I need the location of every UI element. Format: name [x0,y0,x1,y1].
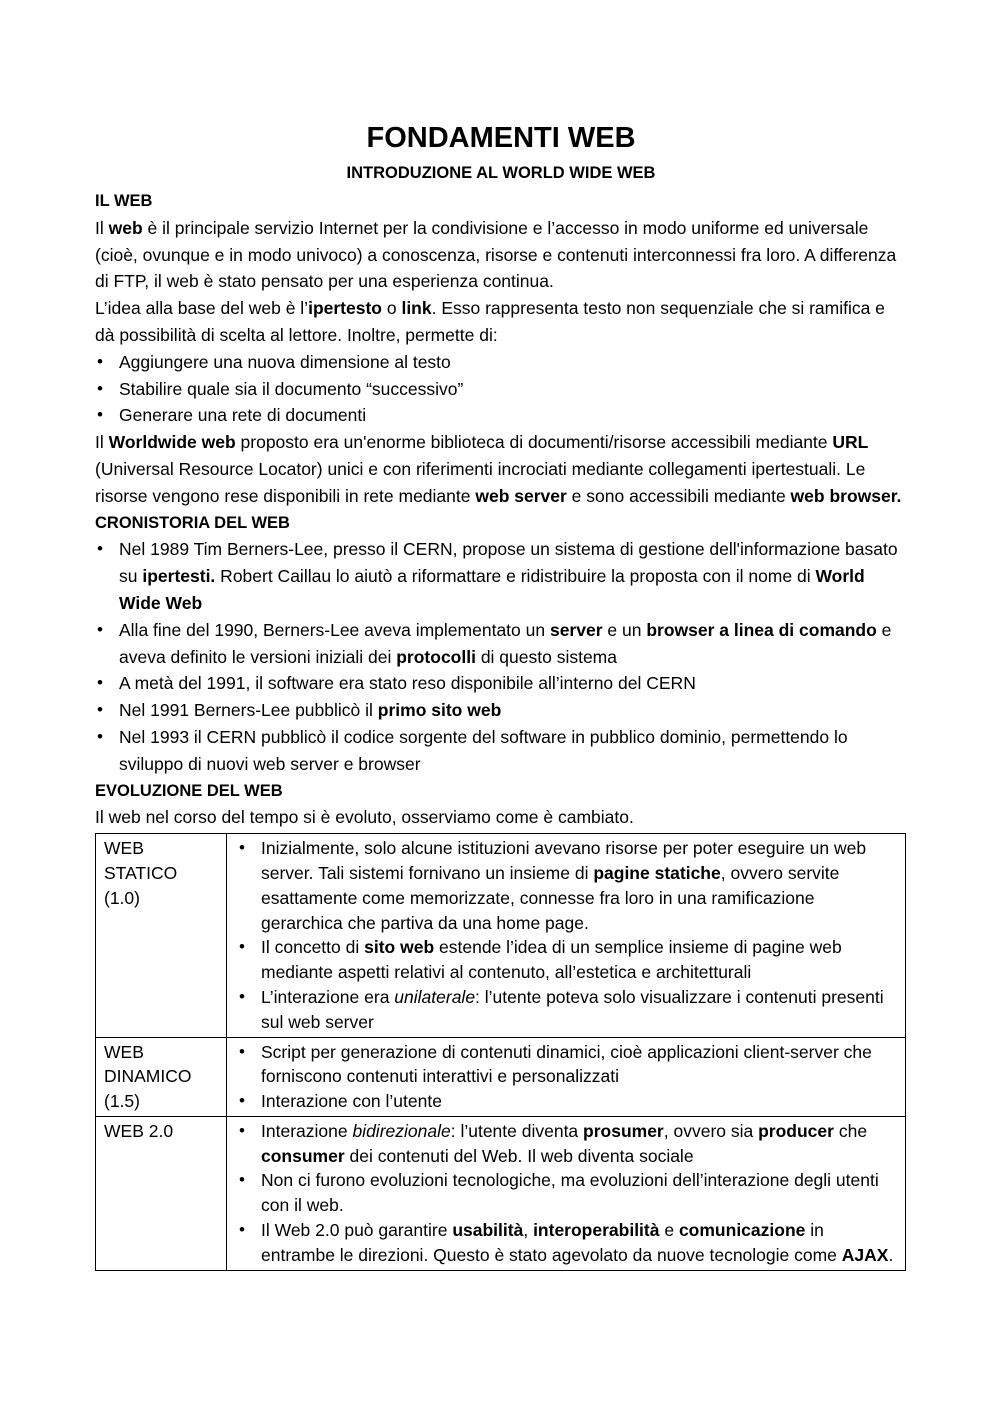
list-item: • Nel 1989 Tim Berners-Lee, presso il CERN, propose un sistema di gestione dell'informazione basato su ipertesti. Robert Caillau lo aiutò a riformattare e ridistribuire la proposta con il nome di World Wide Web [95,536,907,616]
list-item: • Il Web 2.0 può garantire usabilità, interoperabilità e comunicazione in entrambe le direzioni. Questo è stato agevolato da nuove tecnologie come AJAX. [235,1218,897,1268]
list-item: • Non ci furono evoluzioni tecnologiche, ma evoluzioni dell’interazione degli utenti con il web. [235,1168,897,1218]
paragraph-evoluzione-intro: Il web nel corso del tempo si è evoluto, osserviamo come è cambiato. [95,807,634,828]
section-heading-evoluzione: EVOLUZIONE DEL WEB [95,781,283,800]
list-item: • Nel 1991 Berners-Lee pubblicò il primo sito web [95,697,907,724]
table-cell-content [227,1116,906,1270]
ipertesto-bullet-list [95,349,907,429]
list-item: • Nel 1993 il CERN pubblicò il codice sorgente del software in pubblico dominio, permettendo lo sviluppo di nuovi web server e browser [95,724,907,778]
section-heading-il-web: IL WEB [95,192,153,210]
list-item: • Interazione bidirezionale: l’utente diventa prosumer, ovvero sia producer che consumer dei contenuti del Web. Il web diventa sociale [235,1119,897,1169]
table-cell-label: WEB 2.0 [96,1116,227,1270]
section-heading-cronistoria: CRONISTORIA DEL WEB [95,513,290,532]
document-page [95,118,907,1271]
table-cell-label: WEB DINAMICO (1.5) [96,1037,227,1116]
paragraph-web-definition: Il web è il principale servizio Internet per la condivisione e l’accesso in modo uniforme ed universale (cioè, ovunque e in modo univoco) a conoscenza, risorse e contenuti interconnessi fra loro. A differenza di FTP, il web è stato pensato per una esperienza continua. [95,217,897,292]
paragraph-ipertesto: L’idea alla base del web è l’ipertesto o link. Esso rappresenta testo non sequenziale che si ramifica e dà possibilità di scelta al lettore. Inoltre, permette di: [95,298,885,345]
table-cell-label: WEB STATICO (1.0) [96,834,227,1037]
list-item: • L’interazione era unilaterale: l’utente poteva solo visualizzare i contenuti presenti sul web server [235,985,897,1035]
table-row [96,1116,906,1270]
list-item: • Stabilire quale sia il documento “successivo” [95,376,907,403]
table-cell-content [227,1037,906,1116]
list-item: • Il concetto di sito web estende l’idea di un semplice insieme di pagine web mediante aspetti relativi al contenuto, all’estetica e architetturali [235,935,897,985]
table-cell-content [227,834,906,1037]
page-title: FONDAMENTI WEB [366,122,636,154]
list-item: • Alla fine del 1990, Berners-Lee aveva implementato un server e un browser a linea di comando e aveva definito le versioni iniziali dei protocolli di questo sistema [95,617,907,671]
list-item: • A metà del 1991, il software era stato reso disponibile all’interno del CERN [95,670,907,697]
list-item: • Aggiungere una nuova dimensione al testo [95,349,907,376]
table-row [96,1037,906,1116]
evolution-table [95,833,906,1271]
page-subtitle: INTRODUZIONE AL WORLD WIDE WEB [346,164,656,182]
list-item: • Inizialmente, solo alcune istituzioni avevano risorse per poter eseguire un web server. Tali sistemi fornivano un insieme di pagine statiche, ovvero servite esattamente come memorizzate, connesse fra loro in una ramificazione gerarchica che partiva da una home page. [235,836,897,935]
cronistoria-bullet-list [95,536,907,777]
list-item: • Interazione con l’utente [235,1089,897,1114]
table-row [96,834,906,1037]
paragraph-worldwide-web: Il Worldwide web proposto era un'enorme biblioteca di documenti/risorse accessibili mediante URL (Universal Resource Locator) unici e con riferimenti incrociati mediante collegamenti ipertestuali. Le risorse vengono rese disponibili in rete mediante web server e sono accessibili mediante web browser. [95,432,902,506]
list-item: • Generare una rete di documenti [95,402,907,429]
list-item: • Script per generazione di contenuti dinamici, cioè applicazioni client-server che forniscono contenuti interattivi e personalizzati [235,1040,897,1090]
